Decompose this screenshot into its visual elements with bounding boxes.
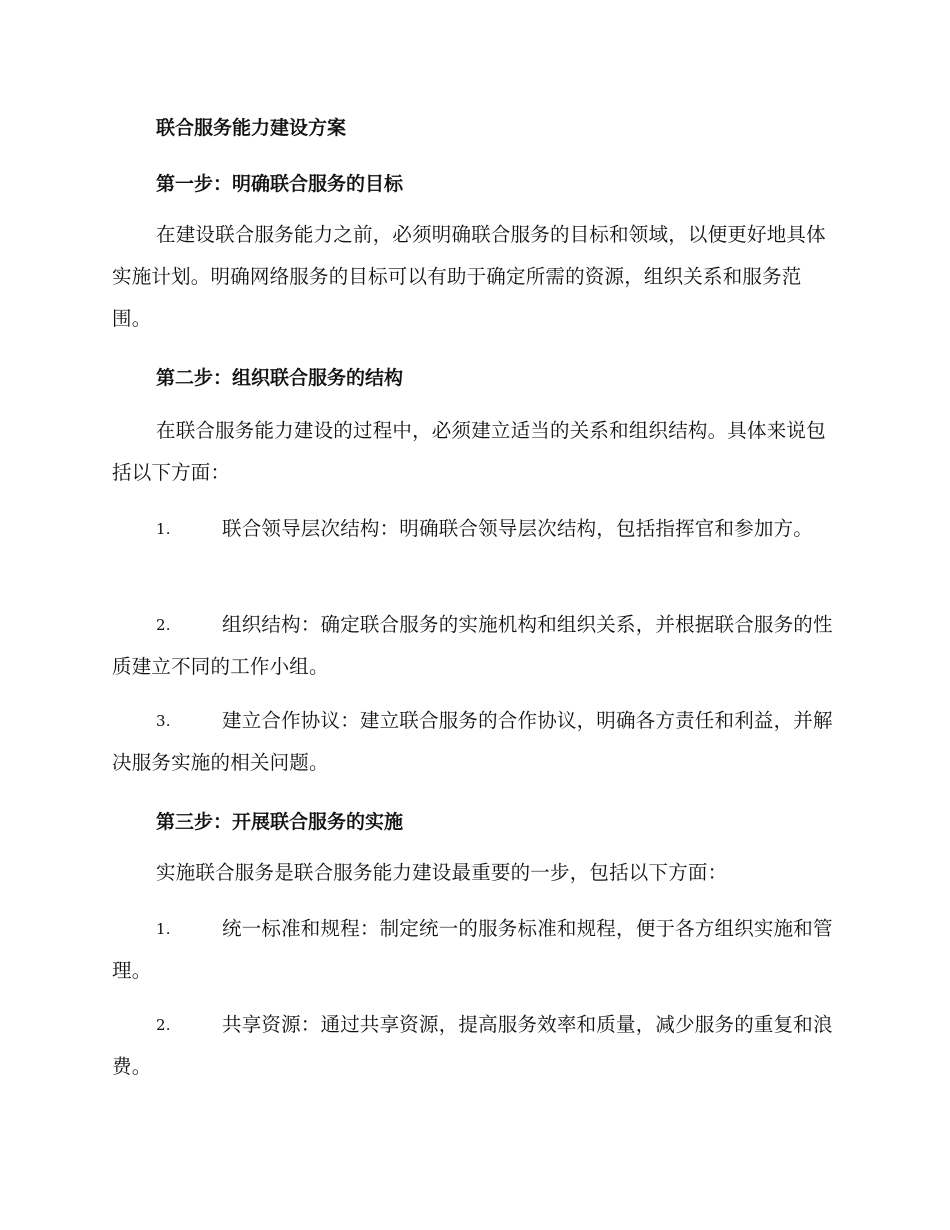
list-item-text: 统一标准和规程：制定统一的服务标准和规程，便于各方组织实施和管理。 [112,917,833,982]
list-item [112,1004,834,1088]
list-number: 1. [156,920,171,938]
step2-heading: 第二步：组织联合服务的结构 [156,367,404,389]
list-item-text: 共享资源：通过共享资源，提高服务效率和质量，减少服务的重复和浪费。 [112,1013,833,1078]
list-item-text: 联合领导层次结构：明确联合领导层次结构，包括指挥官和参加方。 [222,517,814,540]
list-number: 3. [156,712,171,730]
list-item [112,700,834,784]
list-item [112,908,834,992]
list-item-text: 组织结构：确定联合服务的实施机构和组织关系，并根据联合服务的性质建立不同的工作小组。 [112,613,833,678]
step2-paragraph: 在联合服务能力建设的过程中，必须建立适当的关系和组织结构。具体来说包括以下方面： [112,419,826,484]
list-number: 2. [156,1016,171,1034]
list-item [112,604,834,688]
document-title: 联合服务能力建设方案 [156,117,347,139]
step3-heading: 第三步：开展联合服务的实施 [156,811,404,833]
list-number: 1. [156,520,171,538]
list-item [112,508,834,550]
step3-paragraph: 实施联合服务是联合服务能力建设最重要的一步，包括以下方面： [156,861,728,884]
step1-heading: 第一步：明确联合服务的目标 [156,173,404,195]
list-item-text: 建立合作协议：建立联合服务的合作协议，明确各方责任和利益，并解决服务实施的相关问题。 [112,709,833,774]
step1-paragraph: 在建设联合服务能力之前，必须明确联合服务的目标和领域，以便更好地具体实施计划。明确网络服务的目标可以有助于确定所需的资源，组织关系和服务范围。 [112,223,826,330]
list-number: 2. [156,616,171,634]
